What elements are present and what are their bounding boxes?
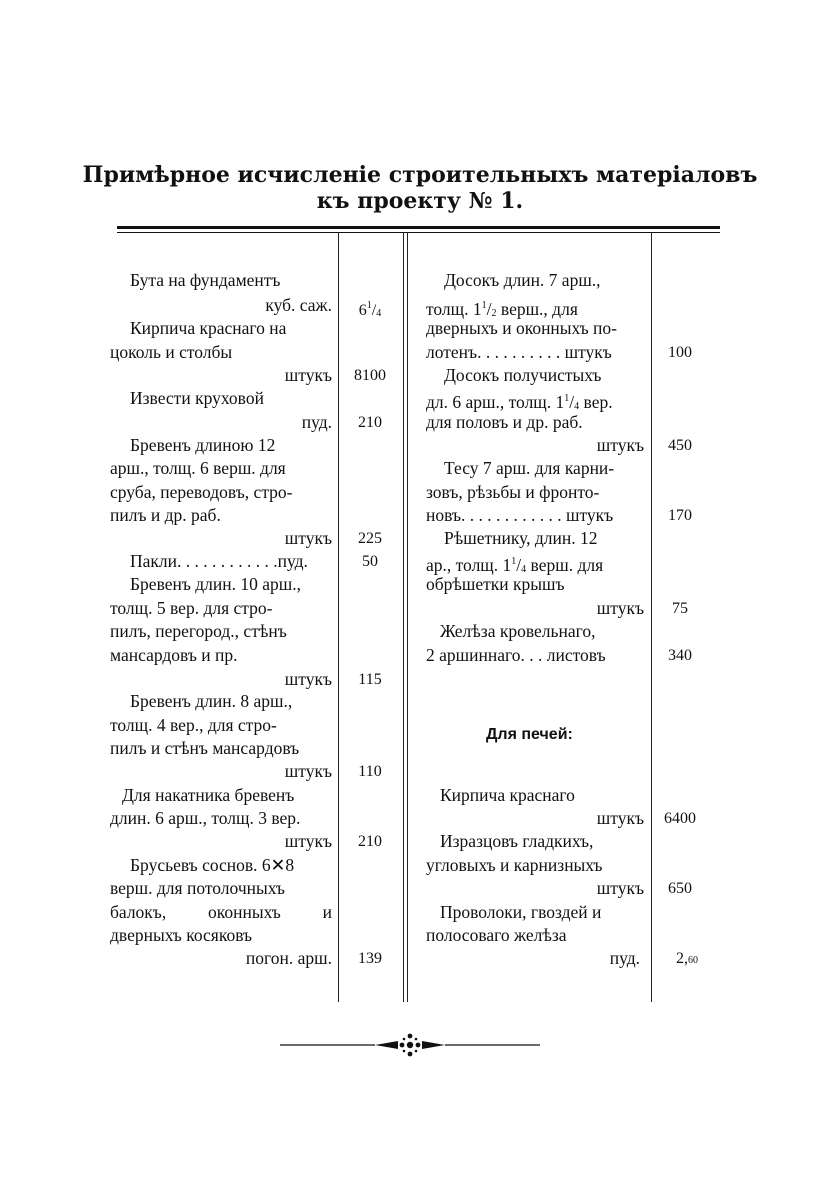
right-unit: штукъ — [596, 598, 644, 618]
left-value: 225 — [358, 530, 382, 547]
right-value: 450 — [668, 437, 692, 454]
right-line: Кирпича краснаго — [440, 785, 575, 805]
right-line: Досокъ длин. 7 арш., — [444, 270, 601, 290]
left-unit: куб. саж. — [265, 295, 332, 315]
right-line: новъ. . . . . . . . . . . . штукъ — [426, 505, 614, 525]
right-value: 100 — [668, 344, 692, 361]
left-line: сруба, переводовъ, стро- — [110, 482, 293, 502]
right-line: Рѣшетнику, длин. 12 — [444, 528, 598, 548]
ornament-divider-icon — [280, 1030, 540, 1060]
right-line: угловыхъ и карнизныхъ — [426, 855, 603, 875]
right-unit: штукъ — [596, 878, 644, 898]
right-line: дл. 6 арш., толщ. $1^1/_4$ вер. — [426, 392, 613, 412]
left-unit: штукъ — [284, 528, 332, 548]
left-value: 139 — [358, 950, 382, 967]
left-value: 115 — [358, 671, 382, 688]
right-value: 340 — [668, 647, 692, 664]
right-line: Желѣза кровельнаго, — [440, 621, 596, 641]
left-line: Бревенъ длиною 12 — [130, 435, 276, 455]
left-value: $6^1/_4$ — [358, 300, 382, 319]
right-line: Изразцовъ гладкихъ, — [440, 831, 594, 851]
left-line: арш., толщ. 6 верш. для — [110, 458, 286, 478]
left-unit: погон. арш. — [245, 948, 332, 968]
left-line: пилъ и др. раб. — [110, 505, 221, 525]
left-unit: штукъ — [284, 365, 332, 385]
right-line: полосоваго желѣза — [426, 925, 567, 945]
right-line: толщ. $1^1/_2$ верш., для — [426, 299, 578, 319]
right-unit: пуд. — [609, 948, 640, 968]
right-line: обрѣшетки крышъ — [426, 574, 565, 594]
left-line: толщ. 4 вер., для стро- — [110, 715, 277, 735]
right-line: для половъ и др. раб. — [426, 412, 583, 432]
left-line: верш. для потолочныхъ — [110, 878, 285, 898]
right-line: ар., толщ. $1^1/_4$ верш. для — [426, 555, 604, 575]
left-unit: штукъ — [284, 831, 332, 851]
left-unit: пуд. — [301, 412, 332, 432]
right-value: 2,60 — [676, 950, 698, 967]
left-line: толщ. 5 вер. для стро- — [110, 598, 273, 618]
right-value: 6400 — [664, 810, 696, 827]
left-line: дверныхъ косяковъ — [110, 925, 253, 945]
right-line: дверныхъ и оконныхъ по- — [426, 318, 618, 338]
right-line: 2 аршиннаго. . . листовъ — [426, 645, 606, 665]
right-line: зовъ, рѣзьбы и фронто- — [426, 482, 600, 502]
header-rule-thick — [117, 226, 720, 229]
left-line: цоколь и столбы — [110, 342, 233, 362]
left-line: Бревенъ длин. 10 арш., — [130, 574, 302, 594]
right-line: Досокъ получистыхъ — [444, 365, 602, 385]
center-divider-line-1 — [403, 232, 404, 1002]
left-line: Бревенъ длин. 8 арш., — [130, 691, 293, 711]
left-line: пилъ, перегород., стѣнъ — [110, 621, 287, 641]
left-value: 110 — [358, 763, 382, 780]
left-line: Для накатника бревенъ — [122, 785, 295, 805]
left-value: 210 — [358, 414, 382, 431]
left-line: балокъ, оконныхъ и — [110, 902, 332, 922]
right-value: 650 — [668, 880, 692, 897]
left-line: длин. 6 арш., толщ. 3 вер. — [110, 808, 301, 828]
left-unit: штукъ — [284, 761, 332, 781]
left-value: 210 — [358, 833, 382, 850]
page-title-line-2: къ проекту № 1. — [316, 188, 524, 214]
left-line: Брусьевъ соснов. 6✕8 — [130, 855, 295, 875]
left-line: Пакли. . . . . . . . . . . .пуд. — [130, 551, 308, 571]
right-line: Тесу 7 арш. для карни- — [444, 458, 615, 478]
page-title-line-1: Примѣрное исчисленіе строительныхъ матеріаловъ — [82, 162, 758, 188]
right-line: Проволоки, гвоздей и — [440, 902, 602, 922]
left-line: пилъ и стѣнъ мансардовъ — [110, 738, 300, 758]
left-line: Кирпича краснаго на — [130, 318, 287, 338]
right-value: 170 — [668, 507, 692, 524]
left-value: 8100 — [354, 367, 386, 384]
left-value: 50 — [362, 553, 378, 570]
section-heading-stoves: Для печей: — [486, 726, 573, 743]
right-line: лотенъ. . . . . . . . . . штукъ — [426, 342, 612, 362]
header-rule-thin — [117, 232, 720, 233]
left-line: Бута на фундаментъ — [130, 270, 281, 290]
left-line: Извести круховой — [130, 388, 264, 408]
left-value-column-line — [338, 232, 339, 1002]
right-unit: штукъ — [596, 808, 644, 828]
center-divider-line-2 — [407, 232, 408, 1002]
right-value: 75 — [672, 600, 688, 617]
left-line: мансардовъ и пр. — [110, 645, 238, 665]
right-unit: штукъ — [596, 435, 644, 455]
left-unit: штукъ — [284, 669, 332, 689]
